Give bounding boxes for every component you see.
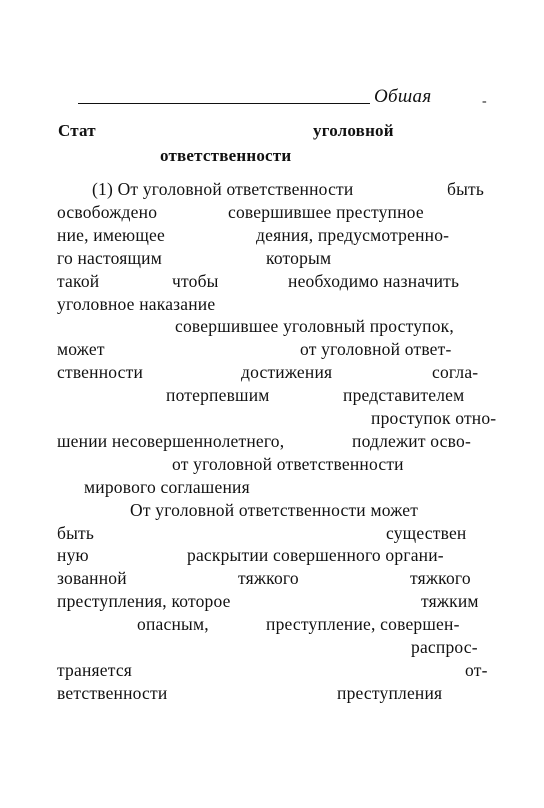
text-line-fragment: освобождено [57,201,158,222]
text-line-fragment: деяния, предусмотренно- [256,224,450,245]
article-title-subtitle: ответственности [160,146,292,165]
text-line-fragment: потерпевшим [166,385,270,406]
text-line-fragment: от- [465,659,488,680]
text-line-fragment: шении несовершеннолетнего, [57,430,285,451]
text-line-fragment: ную [57,545,89,566]
text-line-fragment: подлежит осво- [352,430,471,451]
text-line-fragment: опасным, [137,614,209,635]
text-line-fragment: распрос- [411,637,478,657]
text-line-fragment: уголовное наказание [57,293,216,314]
text-line-fragment: от уголовной ответ- [300,339,452,360]
text-line-fragment: траняется [57,659,133,680]
text-line-fragment: ветственности [57,682,168,703]
text-line-fragment: согла- [432,362,479,383]
text-line-fragment: такой [57,270,100,291]
text-line-fragment: тяжкого [238,568,299,589]
text-line-fragment: (1) От уголовной ответственности [92,179,354,199]
section-label: Обшая [374,86,432,107]
text-line-fragment: преступления, которое [57,591,231,612]
text-line-fragment: зованной [57,568,127,589]
text-line-fragment: преступление, совершен- [266,614,460,635]
corner-mark: - [482,94,487,109]
text-line-fragment: проступок отно- [371,408,497,428]
article-title-prefix: Стат [58,121,96,140]
text-line-fragment: совершившее уголовный проступок, [175,316,454,337]
text-line-fragment: тяжким [421,591,479,612]
article-title-word: уголовной [313,121,394,140]
text-line-fragment: достижения [241,362,333,383]
text-line-fragment: быть [57,522,95,543]
text-line-fragment: которым [266,247,332,268]
text-line-fragment: тяжкого [410,568,471,589]
header-rule [78,103,370,104]
text-line-fragment: представителем [343,385,465,406]
text-line-fragment: ние, имеющее [57,224,165,245]
text-line-fragment: быть [447,179,485,199]
text-line-fragment: существен [386,522,467,543]
text-line-fragment: чтобы [172,270,219,291]
text-line-fragment: ственности [57,362,144,383]
text-line-fragment: раскрытии совершенного органи- [187,545,444,566]
text-line-fragment: может [57,339,105,360]
text-line-fragment: совершившее преступное [228,201,424,222]
text-line-fragment: необходимо назначить [288,270,460,291]
text-line-fragment: го настоящим [57,247,162,268]
text-line-fragment: от уголовной ответственности [172,453,404,474]
text-line-fragment: мирового соглашения [84,476,250,497]
text-line-fragment: От уголовной ответственности может [130,499,419,520]
text-line-fragment: преступления [337,682,443,703]
